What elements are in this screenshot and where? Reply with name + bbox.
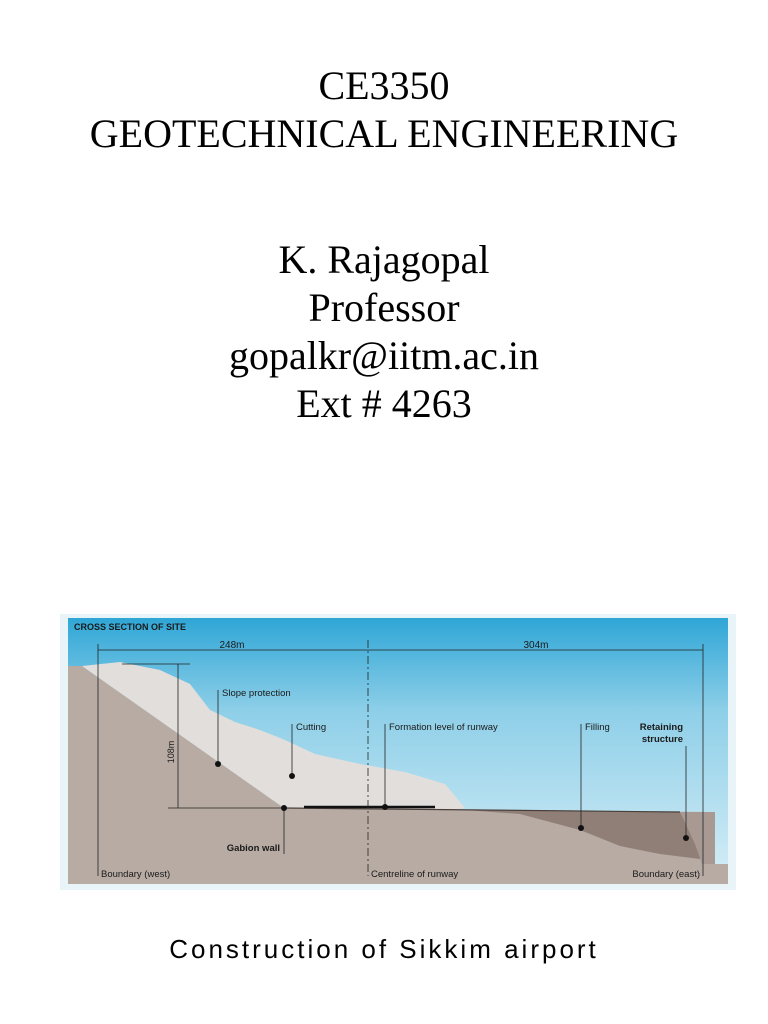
retaining-label-line2: structure <box>641 734 683 745</box>
cutting-label: Cutting <box>296 722 327 733</box>
span-west-label: 248m <box>219 640 245 651</box>
cross-section-figure <box>60 614 736 890</box>
gabion-wall-label: Gabion wall <box>226 843 280 854</box>
gabion-dot <box>281 805 287 811</box>
slope-protection-label: Slope protection <box>222 688 291 699</box>
formation-dot <box>382 804 388 810</box>
figure-caption: Construction of Sikkim airport <box>169 934 599 964</box>
boundary-east-label: Boundary (east) <box>632 869 700 880</box>
course-code: CE3350 <box>318 63 450 108</box>
retaining-label-line1: Retaining <box>639 722 683 733</box>
boundary-west-label: Boundary (west) <box>101 869 171 880</box>
instructor-position: Professor <box>308 285 460 330</box>
filling-label: Filling <box>585 722 610 733</box>
instructor-extension: Ext # 4263 <box>296 381 472 426</box>
formation-level-label: Formation level of runway <box>389 722 498 733</box>
figure-title: CROSS SECTION OF SITE <box>74 622 187 632</box>
filling-dot <box>578 825 584 831</box>
course-title: GEOTECHNICAL ENGINEERING <box>89 111 679 156</box>
instructor-name: K. Rajagopal <box>278 237 490 282</box>
instructor-email: gopalkr@iitm.ac.in <box>228 333 540 378</box>
retaining-dot <box>683 835 689 841</box>
cutting-dot <box>289 773 295 779</box>
instructor-info <box>0 236 768 428</box>
slope-protection-dot <box>215 761 221 767</box>
centreline-label: Centreline of runway <box>371 869 459 880</box>
height-label: 108m <box>166 740 176 764</box>
course-heading <box>0 62 768 158</box>
span-east-label: 304m <box>523 640 549 651</box>
cross-section-diagram <box>60 614 736 890</box>
